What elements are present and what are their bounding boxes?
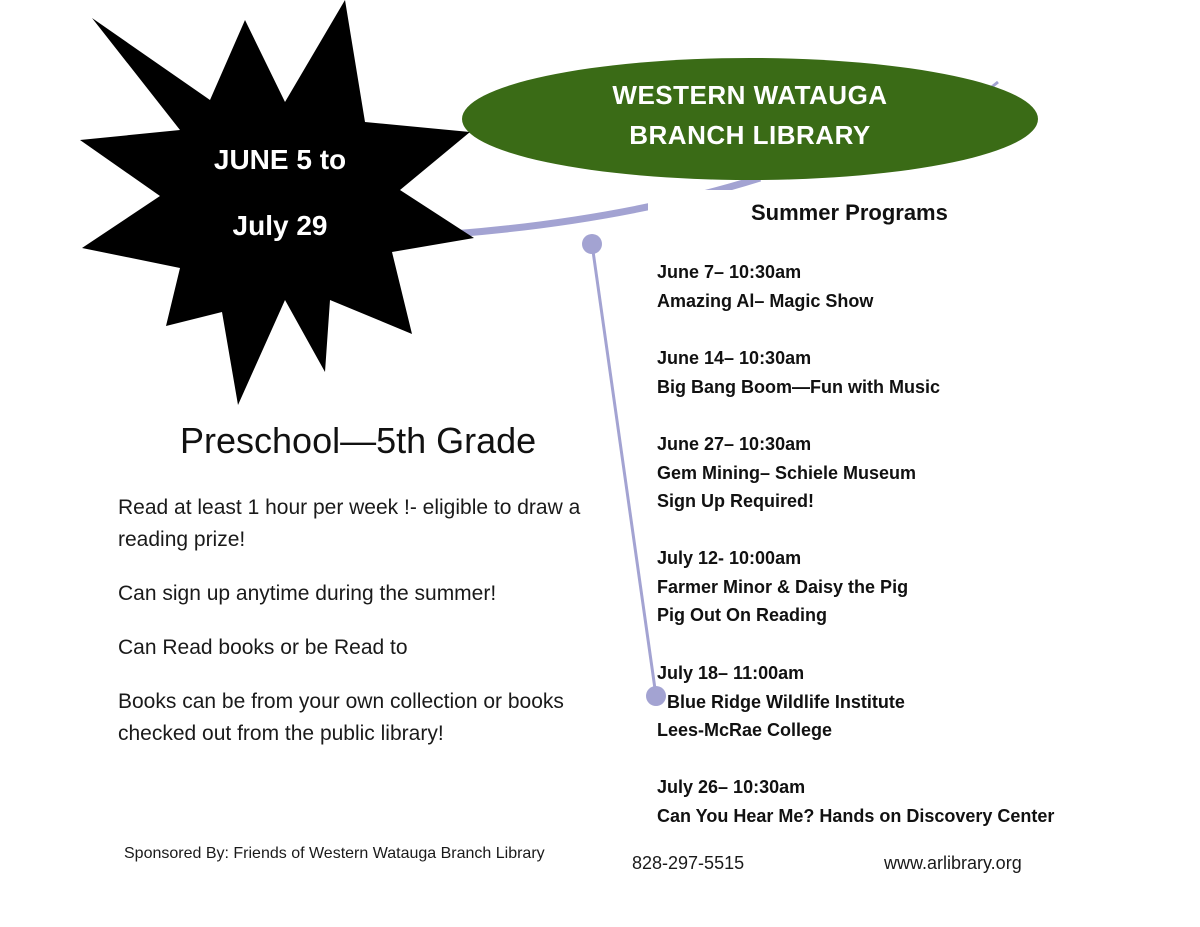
swoosh-mask bbox=[648, 190, 768, 230]
event-title: Gem Mining– Schiele Museum bbox=[657, 462, 917, 483]
event-title: Farmer Minor & Daisy the Pig bbox=[657, 576, 909, 597]
event-title: Can You Hear Me? Hands on Discovery Center bbox=[657, 805, 1055, 826]
event-date: June 14– 10:30am bbox=[657, 348, 812, 368]
event-item bbox=[657, 258, 873, 315]
connector-line bbox=[592, 244, 656, 696]
rule-book-sources: Books can be from your own collection or books checked out from the public library! bbox=[118, 690, 564, 745]
event-date: July 26– 10:30am bbox=[657, 777, 806, 797]
event-title: Amazing Al– Magic Show bbox=[657, 290, 874, 311]
event-item bbox=[657, 659, 905, 745]
event-item bbox=[657, 544, 908, 630]
event-date: July 18– 11:00am bbox=[657, 663, 805, 683]
event-note: Sign Up Required! bbox=[657, 491, 814, 511]
event-title: Big Bang Boom—Fun with Music bbox=[657, 376, 940, 397]
date-range-start: JUNE 5 to bbox=[213, 144, 347, 175]
summer-programs-title: Summer Programs bbox=[751, 200, 948, 225]
date-range-end: July 29 bbox=[232, 210, 328, 241]
rule-read-or-be-read-to: Can Read books or be Read to bbox=[118, 636, 408, 659]
rule-reading-hour: Read at least 1 hour per week !- eligible to draw a reading prize! bbox=[118, 496, 581, 551]
event-title: Blue Ridge Wildlife Institute bbox=[657, 691, 905, 712]
starburst bbox=[80, 0, 474, 405]
event-subtitle: Lees-McRae College bbox=[657, 720, 833, 740]
event-date: June 7– 10:30am bbox=[657, 262, 802, 282]
rule-sign-up: Can sign up anytime during the summer! bbox=[118, 582, 497, 605]
event-date: July 12- 10:00am bbox=[657, 548, 802, 568]
connector-dot-top bbox=[582, 234, 602, 254]
event-item bbox=[657, 430, 916, 516]
event-item bbox=[657, 344, 940, 401]
sponsor-credit: Sponsored By: Friends of Western Watauga Branch Library bbox=[124, 845, 545, 862]
event-subtitle: Pig Out On Reading bbox=[657, 605, 827, 625]
website-link[interactable]: www.arlibrary.org bbox=[884, 853, 1022, 873]
phone-number: 828-297-5515 bbox=[632, 853, 745, 873]
event-date: June 27– 10:30am bbox=[657, 434, 812, 454]
grade-range-heading: Preschool—5th Grade bbox=[180, 420, 537, 461]
library-name-line2: BRANCH LIBRARY bbox=[629, 120, 871, 150]
event-item bbox=[657, 773, 1054, 830]
banner-oval bbox=[462, 58, 1038, 180]
library-name-line1: WESTERN WATAUGA bbox=[612, 80, 888, 110]
